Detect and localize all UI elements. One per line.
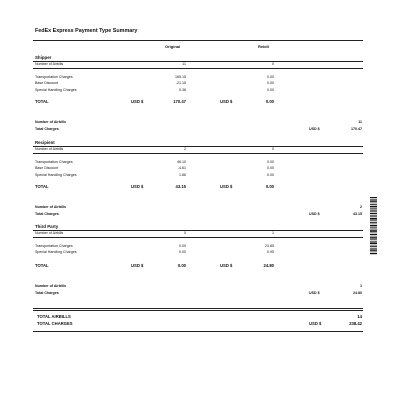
total-label: TOTAL	[35, 263, 49, 268]
original-airbills: 0	[184, 231, 186, 235]
summary-airbills: 1	[360, 284, 362, 288]
total-label: TOTAL	[35, 99, 49, 104]
original-transportation: 46.10	[177, 160, 186, 164]
section-title: Third Party	[35, 224, 59, 229]
header-rule	[33, 40, 363, 41]
original-airbills: 11	[182, 62, 186, 66]
total-charges-value: 238.42	[349, 321, 362, 326]
rebill-total: 24.80	[263, 263, 274, 268]
currency-label: USD $	[220, 184, 233, 189]
original-special-handling: 0.00	[179, 250, 186, 254]
sub-rule	[33, 153, 363, 154]
rebill-airbills: 0	[272, 62, 274, 66]
rebill-transportation: 0.00	[267, 160, 274, 164]
currency-label: USD $	[309, 212, 320, 216]
rebill-base-discount: 0.00	[267, 81, 274, 85]
summary-charges: 24.80	[353, 291, 362, 295]
currency-label: USD $	[220, 99, 233, 104]
summary-charges-label: Total Charges	[35, 212, 59, 216]
total-airbills-value: 14	[357, 314, 362, 319]
sub-rule	[33, 68, 363, 69]
special-handling-label: Special Handling Charges	[35, 88, 77, 92]
total-airbills-label: TOTAL AIRBILLS	[37, 314, 71, 319]
page-title: FedEx Express Payment Type Summary	[35, 28, 138, 34]
rebill-airbills: 0	[272, 147, 274, 151]
column-header-rebill: Rebill	[258, 44, 269, 49]
transportation-label: Transportation Charges	[35, 244, 73, 248]
currency-label: USD $	[309, 127, 320, 131]
currency-label: USD $	[131, 99, 144, 104]
summary-charges: 170.47	[351, 127, 362, 131]
rebill-special-handling: 0.00	[267, 173, 274, 177]
original-special-handling: 5.36	[179, 88, 186, 92]
transportation-label: Transportation Charges	[35, 160, 73, 164]
currency-label: USD $	[309, 291, 320, 295]
rebill-total: 0.00	[265, 99, 274, 104]
section-rule	[33, 61, 363, 62]
airbills-label: Number of Airbills	[35, 231, 64, 235]
summary-charges-label: Total Charges	[35, 127, 59, 131]
transportation-label: Transportation Charges	[35, 75, 73, 79]
barcode-image	[370, 197, 377, 255]
summary-airbills: 11	[358, 120, 362, 124]
section-rule	[33, 230, 363, 231]
base-discount-label: Base Discount	[35, 166, 59, 170]
currency-label: USD $	[309, 321, 322, 326]
original-total: 0.00	[177, 263, 186, 268]
currency-label: USD $	[131, 184, 144, 189]
sub-rule	[33, 237, 363, 238]
grand-rule-top	[33, 308, 363, 309]
original-special-handling: 1.66	[179, 173, 186, 177]
summary-charges: 43.15	[353, 212, 362, 216]
rebill-base-discount: 0.00	[267, 166, 274, 170]
section-title: Recipient	[35, 140, 55, 145]
original-transportation: 0.00	[179, 244, 186, 248]
column-header-original: Original	[165, 44, 181, 49]
rebill-special-handling: 0.00	[267, 88, 274, 92]
rebill-transportation: 23.85	[265, 244, 274, 248]
summary-charges-label: Total Charges	[35, 291, 59, 295]
special-handling-label: Special Handling Charges	[35, 250, 77, 254]
total-label: TOTAL	[35, 184, 49, 189]
currency-label: USD $	[220, 263, 233, 268]
summary-airbills: 2	[360, 205, 362, 209]
airbills-label: Number of Airbills	[35, 147, 64, 151]
section-rule	[33, 146, 363, 147]
summary-airbills-label: Number of Airbills	[35, 284, 67, 288]
original-total: 170.47	[173, 99, 186, 104]
airbills-label: Number of Airbills	[35, 62, 64, 66]
original-airbills: 2	[184, 147, 186, 151]
original-total: 43.15	[175, 184, 186, 189]
currency-label: USD $	[131, 263, 144, 268]
special-handling-label: Special Handling Charges	[35, 173, 77, 177]
rebill-total: 0.00	[265, 184, 274, 189]
rebill-transportation: 0.00	[267, 75, 274, 79]
grand-rule-bottom	[33, 331, 363, 332]
original-base-discount: -21.15	[175, 81, 186, 85]
rebill-special-handling: 0.95	[267, 250, 274, 254]
rebill-airbills: 1	[272, 231, 274, 235]
original-transportation: 165.15	[175, 75, 186, 79]
section-title: Shipper	[35, 55, 52, 60]
original-base-discount: -4.61	[177, 166, 186, 170]
base-discount-label: Base Discount	[35, 81, 59, 85]
summary-airbills-label: Number of Airbills	[35, 205, 67, 209]
grand-rule-top-double	[33, 310, 363, 311]
summary-airbills-label: Number of Airbills	[35, 120, 67, 124]
total-charges-label: TOTAL CHARGES	[37, 321, 73, 326]
